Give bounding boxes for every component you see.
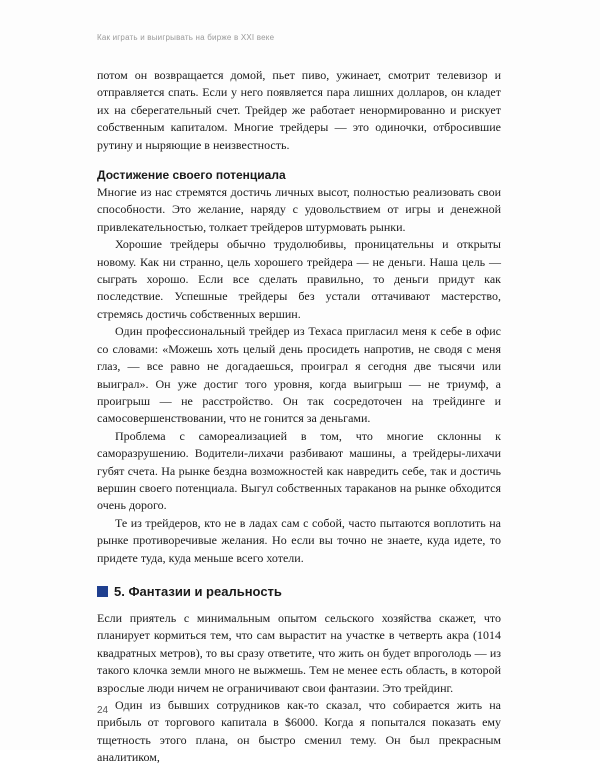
- body-paragraph: Один профессиональный трейдер из Техаса пригласил меня к себе в офис со словами: «Можешь хоть целый день просидеть напротив, не сводя с меня глаз, — все равно не догадаешься, проиграл я сегодня две тысячи или выиграл». Он уже достиг того уровня, когда выигрыш — не триумф, а проигрыш — не расстройство. Он так сосредоточен на трейдинге и самосовершенствовании, что не гонится за деньгами.: [97, 324, 501, 426]
- subheading: Достижение своего потенциала: [97, 168, 286, 183]
- page-number: 24: [97, 705, 109, 716]
- running-header: Как играть и выигрывать на бирже в XXI веке: [97, 33, 275, 42]
- section-title: 5. Фантазии и реальность: [114, 583, 282, 599]
- section-square-icon: [97, 586, 108, 597]
- page-body: [97, 67, 501, 767]
- body-paragraph: Те из трейдеров, кто не в ладах сам с собой, часто пытаются воплотить на рынке противоречивые желания. Но если вы точно не знаете, куда идете, то придете туда, куда меньше всего хотели.: [97, 515, 501, 565]
- body-paragraph: Проблема с самореализацией в том, что многие склонны к саморазрушению. Водители-лихачи разбивают машины, а трейдеры-лихачи губят счета. На рынке бездна возможностей как навредить себе, так и достичь вершин своего потенциала. Выгул собственных тараканов на рынке обходится очень дорого.: [97, 428, 501, 513]
- intro-paragraph: потом он возвращается домой, пьет пиво, ужинает, смотрит телевизор и отправляется спать. Если у него появляется пара лишних долларов, он кладет их на сберегательный счет. Трейдер же работает ненормированно и рискует собственным капиталом. Многие трейдеры — это одиночки, отбросившие рутину и ныряющие в неизвестность.: [97, 68, 501, 152]
- body-paragraph: Хорошие трейдеры обычно трудолюбивы, проницательны и открыты новому. Как ни странно, цель хорошего трейдера — не деньги. Наша цель — сыграть хорошо. Если все сделать правильно, то деньги придут как последствие. Успешные трейдеры без устали оттачивают мастерство, стремясь достичь собственных вершин.: [97, 237, 501, 321]
- body-paragraph: Если приятель с минимальным опытом сельского хозяйства скажет, что планирует кормиться тем, что сам вырастит на участке в четверть акра (1014 квадратных метров), то вы сразу ответите, что жить он будет впроголодь — из такого клочка земли много не выжмешь. Тем не менее есть область, в которой взрослые люди ничем не ограничивают свои фантазии. Это трейдинг.: [97, 610, 501, 695]
- body-paragraph: Многие из нас стремятся достичь личных высот, полностью реализовать свои способности. Это желание, наряду с удовольствием от игры и денежной привлекательностью, толкает трейдеров штурмовать рынки.: [97, 185, 501, 234]
- section-heading: [97, 583, 501, 601]
- body-paragraph: Один из бывших сотрудников как-то сказал, что собирается жить на прибыль от торгового капитала в $6000. Когда я попытался показать ему тщетность этого плана, он быстро сменил тему. Он был прекрасным аналитиком,: [97, 698, 501, 765]
